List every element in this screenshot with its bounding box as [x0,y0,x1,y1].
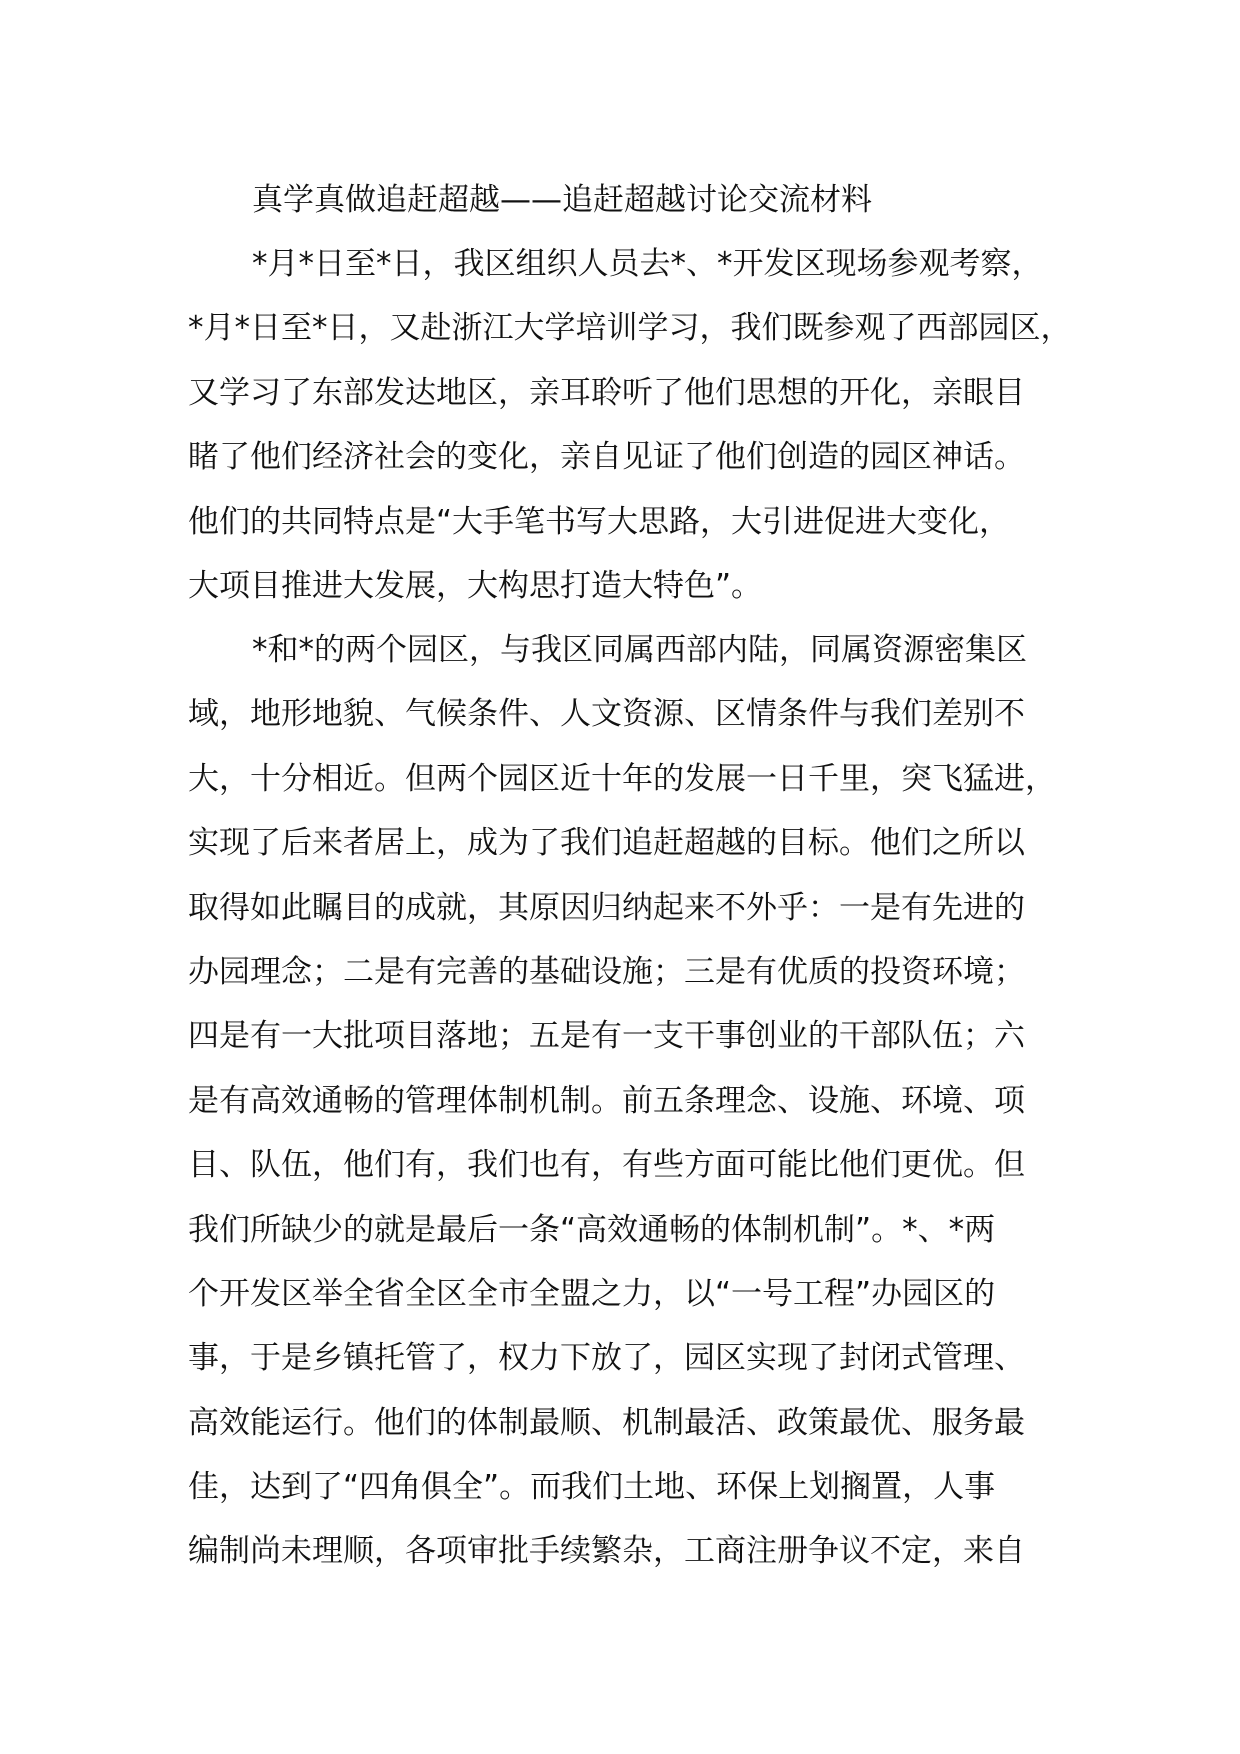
paragraph-line: 大项目推进大发展，大构思打造大特色”。 [188,567,763,604]
paragraph-line: *和*的两个园区，与我区同属西部内陆，同属资源密集区 [252,632,1027,668]
paragraph-line: *月*日至*日，我区组织人员去*、*开发区现场参观考察， [252,246,1043,282]
paragraph-line: 四是有一大批项目落地；五是有一支干事创业的干部队伍；六 [188,1018,1025,1055]
paragraph-line: 编制尚未理顺，各项审批手续繁杂，工商注册争议不定，来自 [188,1533,1025,1570]
paragraph-line: 事，于是乡镇托管了，权力下放了，园区实现了封闭式管理、 [188,1340,1025,1377]
paragraph-line: 个开发区举全省全区全市全盟之力，以“一号工程”办园区的 [188,1275,996,1312]
paragraph-line: 域，地形地貌、气候条件、人文资源、区情条件与我们差别不 [188,696,1025,733]
paragraph-line: 他们的共同特点是“大手笔书写大思路，大引进促进大变化， [188,503,1011,540]
paragraph-line: 办园理念；二是有完善的基础设施；三是有优质的投资环境； [188,953,1025,990]
paragraph-line: 我们所缺少的就是最后一条“高效通畅的体制机制”。*、*两 [188,1211,996,1248]
paragraph-2 [188,618,1088,1584]
paragraph-line: 高效能运行。他们的体制最顺、机制最活、政策最优、服务最 [188,1404,1025,1441]
paragraph-line: 是有高效通畅的管理体制机制。前五条理念、设施、环境、项 [188,1082,1025,1119]
paragraph-line: 取得如此瞩目的成就，其原因归纳起来不外乎：一是有先进的 [188,889,1025,926]
paragraph-line: *月*日至*日，又赴浙江大学培训学习，我们既参观了西部园区， [188,310,1072,347]
document-title: 真学真做追赶超越——追赶超越讨论交流材料 [252,182,872,218]
paragraph-line: 睹了他们经济社会的变化，亲自见证了他们创造的园区神话。 [188,439,1025,476]
paragraph-line: 又学习了东部发达地区，亲耳聆听了他们思想的开化，亲眼目 [188,374,1025,411]
paragraph-line: 大，十分相近。但两个园区近十年的发展一日千里，突飞猛进， [188,760,1056,797]
paragraph-line: 佳，达到了“四角俱全”。而我们土地、环保上划搁置，人事 [188,1469,996,1506]
paragraph-line: 实现了后来者居上，成为了我们追赶超越的目标。他们之所以 [188,825,1025,862]
paragraph-1 [188,232,1088,618]
paragraph-line: 目、队伍，他们有，我们也有，有些方面可能比他们更优。但 [188,1147,1025,1184]
